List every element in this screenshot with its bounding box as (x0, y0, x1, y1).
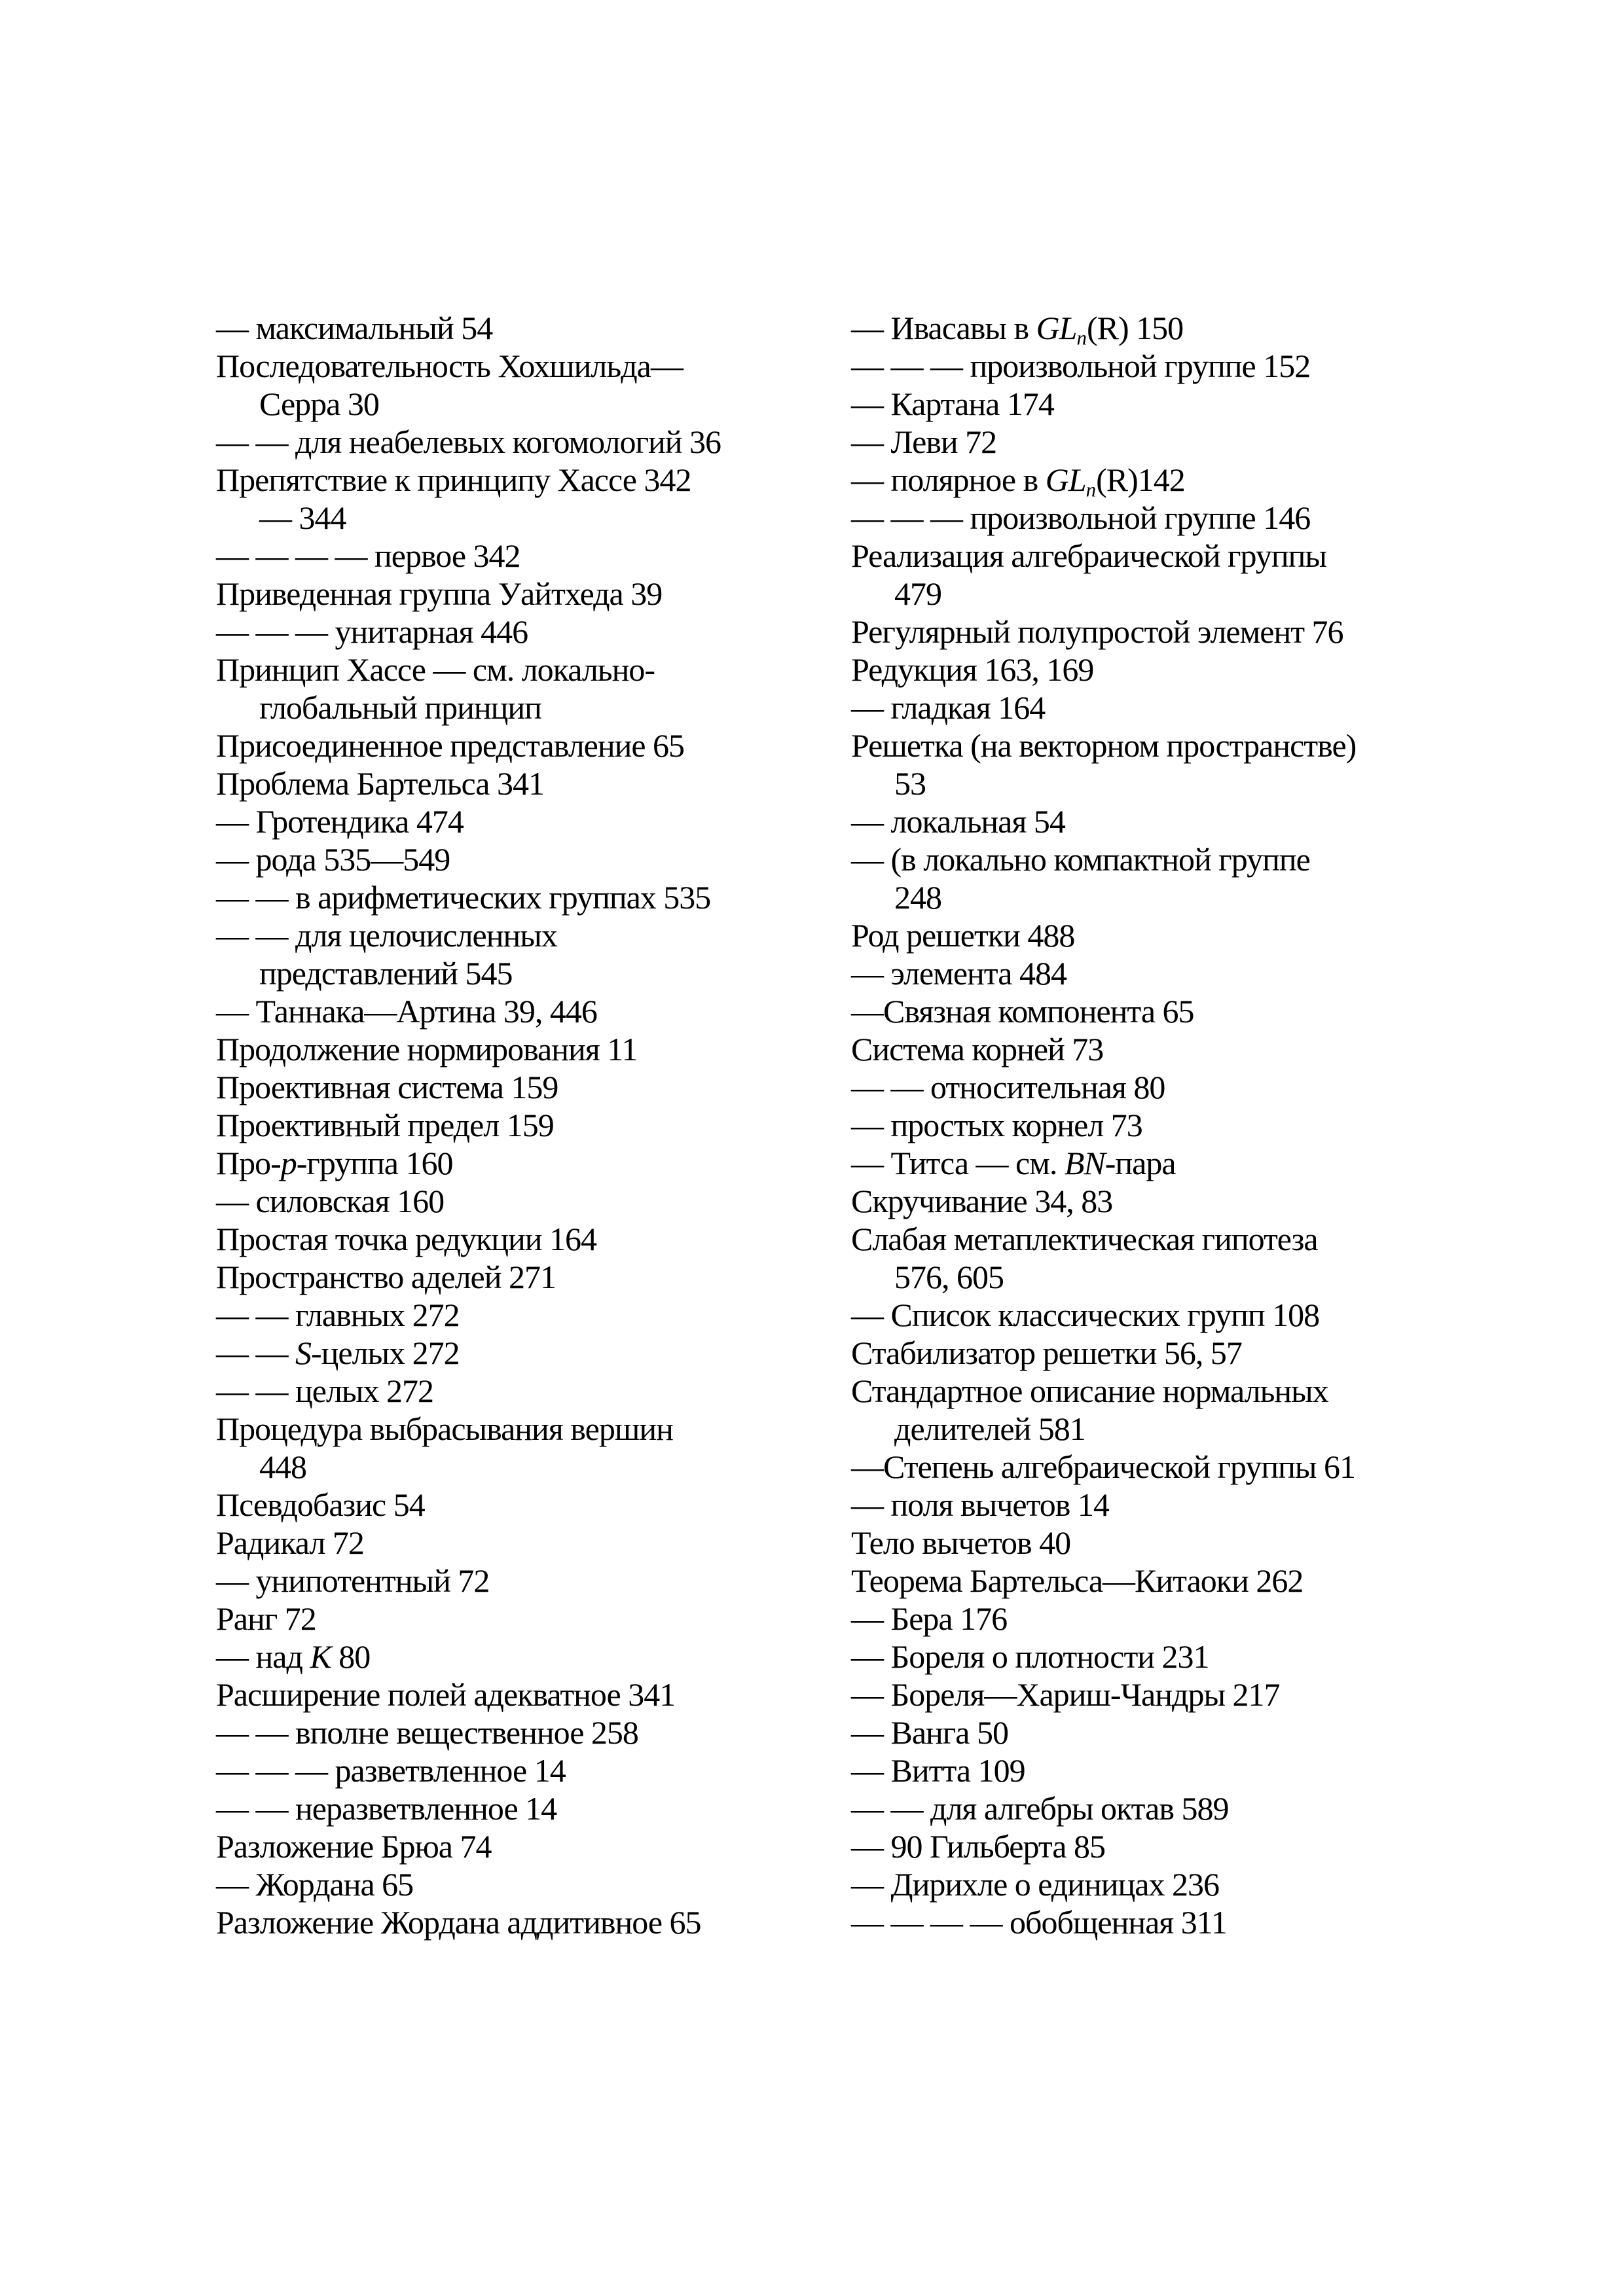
index-entry-line (851, 1258, 1512, 1296)
math-symbol: S (295, 1335, 311, 1371)
entry-text: Теорема Бартельса—Китаоки 262 (851, 1562, 1304, 1599)
index-entry-line (216, 1865, 877, 1903)
index-entry-line (851, 1789, 1512, 1827)
index-entry-line (216, 1448, 877, 1486)
entry-text: — рода 535—549 (216, 841, 450, 878)
index-entry-line (216, 537, 877, 575)
index-entry-line (216, 499, 877, 537)
entry-text: — силовская 160 (216, 1183, 445, 1219)
entry-text: — Таннака—Артина 39, 446 (216, 993, 597, 1030)
entry-text: Стандартное описание нормальных (851, 1372, 1328, 1409)
entry-text: Слабая метаплектическая гипотеза (851, 1221, 1318, 1257)
index-entry-line (216, 1410, 877, 1448)
entry-text: — — для алгебры октав 589 (851, 1790, 1229, 1827)
entry-text: — — — — первое 342 (216, 537, 520, 574)
index-entry-line (216, 1486, 877, 1524)
entry-text: — (в локально компактной группе (851, 841, 1310, 878)
entry-text: Препятствие к принципу Хассе 342 (216, 461, 691, 498)
index-entry-line (851, 689, 1512, 726)
entry-text: Стабилизатор решетки 56, 57 (851, 1335, 1242, 1371)
entry-text: Серра 30 (259, 386, 379, 422)
index-entry-line (216, 1296, 877, 1334)
entry-text: 248 (894, 879, 941, 916)
index-entry-line (216, 651, 877, 689)
entry-text: — — (216, 1335, 295, 1371)
index-entry-line (851, 309, 1512, 350)
index-entry-line (851, 1486, 1512, 1524)
index-entry-line (851, 613, 1512, 651)
entry-text: Проективный предел 159 (216, 1107, 554, 1143)
index-entry-line (851, 1068, 1512, 1106)
index-entry-line (851, 1865, 1512, 1903)
entry-text: (R)142 (1096, 461, 1185, 498)
entry-text: Расширение полей адекватное 341 (216, 1676, 676, 1713)
entry-text: -пара (1104, 1145, 1176, 1181)
index-entry-line (216, 726, 877, 764)
index-entry-line (851, 954, 1512, 992)
index-entry-line (216, 347, 877, 385)
entry-text: — Титса — см. (851, 1145, 1065, 1181)
index-entry-line (851, 1106, 1512, 1144)
index-entry-line (851, 1372, 1512, 1410)
index-entry-line (216, 1751, 877, 1789)
index-entry-line (216, 916, 877, 954)
index-entry-line (216, 1524, 877, 1562)
entry-text: представлений 545 (259, 955, 513, 992)
index-entry-line (851, 802, 1512, 840)
entry-text: — — относительная 80 (851, 1069, 1165, 1105)
index-entry-line (851, 347, 1512, 385)
index-entry-line (851, 764, 1512, 802)
entry-text: Проблема Бартельса 341 (216, 765, 544, 802)
math-symbol: n (1076, 326, 1087, 350)
index-entry-line (851, 992, 1512, 1030)
index-column-left (216, 309, 877, 1941)
entry-text: Род решетки 488 (851, 917, 1075, 954)
index-entry-line (216, 689, 877, 726)
index-entry-line (216, 1372, 877, 1410)
entry-text: — Ванга 50 (851, 1714, 1008, 1751)
index-entry-line (216, 309, 877, 347)
entry-text: Проективная система 159 (216, 1069, 558, 1105)
entry-text: — — — произвольной группе 146 (851, 499, 1311, 536)
entry-text: — над (216, 1638, 310, 1675)
entry-text: — 90 Гильберта 85 (851, 1828, 1105, 1865)
entry-text: 53 (894, 765, 926, 802)
index-entry-line (851, 1676, 1512, 1713)
entry-text: — Бореля—Хариш-Чандры 217 (851, 1676, 1280, 1713)
entry-text: Система корней 73 (851, 1031, 1104, 1067)
entry-text: — — — произвольной группе 152 (851, 348, 1311, 384)
entry-text: Продолжение нормирования 11 (216, 1031, 638, 1067)
entry-text: делителей 581 (894, 1410, 1085, 1447)
index-entry-line (851, 726, 1512, 764)
entry-text: — Бера 176 (851, 1600, 1008, 1637)
entry-text: — — вполне вещественное 258 (216, 1714, 638, 1751)
index-entry-line (851, 651, 1512, 689)
entry-text: -целых 272 (311, 1335, 460, 1371)
entry-text: Последовательность Хохшильда— (216, 348, 683, 384)
entry-text: Простая точка редукции 164 (216, 1221, 597, 1257)
entry-text: — Бореля о плотности 231 (851, 1638, 1209, 1675)
math-symbol: GL (1036, 310, 1077, 346)
math-symbol: n (1085, 478, 1097, 501)
entry-text: Разложение Жордана аддитивное 65 (216, 1904, 701, 1941)
index-entry-line (851, 1903, 1512, 1941)
index-entry-line (216, 992, 877, 1030)
index-entry-line (216, 1030, 877, 1068)
entry-text: — — — унитарная 446 (216, 613, 528, 650)
math-symbol: K (310, 1638, 331, 1675)
index-entry-line (851, 537, 1512, 575)
index-entry-line (851, 1524, 1512, 1562)
entry-text: Тело вычетов 40 (851, 1524, 1071, 1561)
entry-text: Ранг 72 (216, 1600, 316, 1637)
entry-text: — полярное в (851, 461, 1046, 498)
entry-text: — Дирихле о единицах 236 (851, 1866, 1219, 1903)
entry-text: — — для целочисленных (216, 917, 557, 954)
index-entry-line (851, 1600, 1512, 1638)
entry-text: — Жордана 65 (216, 1866, 414, 1903)
index-entry-line (216, 1144, 877, 1182)
entry-text: — элемента 484 (851, 955, 1067, 992)
index-entry-line (216, 840, 877, 878)
index-entry-line (851, 499, 1512, 537)
entry-text: Реализация алгебраической группы (851, 537, 1327, 574)
index-entry-line (851, 840, 1512, 878)
entry-text: — — для неабелевых когомологий 36 (216, 423, 721, 460)
entry-text: — — — разветвленное 14 (216, 1752, 566, 1789)
entry-text: Процедура выбрасывания вершин (216, 1410, 673, 1447)
index-entry-line (216, 1068, 877, 1106)
index-entry-line (216, 1600, 877, 1638)
index-entry-line (851, 1144, 1512, 1182)
entry-text: Решетка (на векторном пространстве) (851, 727, 1357, 764)
index-entry-line (851, 385, 1512, 423)
index-entry-line (851, 1182, 1512, 1220)
index-entry-line (216, 613, 877, 651)
entry-text: — унипотентный 72 (216, 1562, 490, 1599)
entry-text: Псевдобазис 54 (216, 1486, 425, 1523)
entry-text: глобальный принцип (259, 689, 541, 726)
index-entry-line (851, 1638, 1512, 1676)
index-entry-line (216, 1106, 877, 1144)
entry-text: — поля вычетов 14 (851, 1486, 1109, 1523)
entry-text: — — неразветвленное 14 (216, 1790, 557, 1827)
entry-text: 80 (331, 1638, 371, 1675)
entry-text: 479 (894, 575, 941, 612)
index-entry-line (851, 1296, 1512, 1334)
index-entry-line (216, 1334, 877, 1372)
entry-text: — Список классических групп 108 (851, 1297, 1320, 1333)
index-entry-line (216, 954, 877, 992)
entry-text: Радикал 72 (216, 1524, 364, 1561)
entry-text: 576, 605 (894, 1259, 1004, 1295)
index-entry-line (216, 1827, 877, 1865)
math-symbol: BN (1064, 1145, 1105, 1181)
entry-text: — Витта 109 (851, 1752, 1025, 1789)
index-entry-line (851, 916, 1512, 954)
entry-text: Присоединенное представление 65 (216, 727, 685, 764)
index-entry-line (216, 575, 877, 613)
index-entry-line (216, 878, 877, 916)
index-entry-line (851, 1562, 1512, 1600)
index-entry-line (851, 1751, 1512, 1789)
index-entry-line (851, 461, 1512, 499)
index-entry-line (216, 1789, 877, 1827)
entry-text: Принцип Хассе — см. локально- (216, 651, 655, 688)
entry-text: — 344 (259, 499, 346, 536)
index-entry-line (216, 461, 877, 499)
entry-text: -группа 160 (296, 1145, 453, 1181)
index-entry-line (216, 1713, 877, 1751)
index-entry-line (216, 1562, 877, 1600)
index-entry-line (851, 575, 1512, 613)
entry-text: — — в арифметических группах 535 (216, 879, 711, 916)
index-entry-line (851, 1448, 1512, 1486)
index-entry-line (851, 1334, 1512, 1372)
index-entry-line (216, 1258, 877, 1296)
entry-text: —Степень алгебраической группы 61 (851, 1448, 1356, 1485)
entry-text: (R) 150 (1086, 310, 1184, 346)
index-entry-line (851, 1827, 1512, 1865)
index-entry-line (216, 1903, 877, 1941)
entry-text: Про- (216, 1145, 281, 1181)
entry-text: 448 (259, 1448, 306, 1485)
entry-text: — Гротендика 474 (216, 803, 464, 840)
entry-text: Приведенная группа Уайтхеда 39 (216, 575, 663, 612)
index-entry-line (216, 802, 877, 840)
entry-text: — локальная 54 (851, 803, 1065, 840)
index-entry-line (216, 385, 877, 423)
entry-text: — — — — обобщенная 311 (851, 1904, 1227, 1941)
entry-text: — — целых 272 (216, 1372, 433, 1409)
entry-text: — гладкая 164 (851, 689, 1046, 726)
entry-text: Пространство аделей 271 (216, 1259, 556, 1295)
index-entry-line (216, 1676, 877, 1713)
index-entry-line (216, 1220, 877, 1258)
entry-text: — максимальный 54 (216, 310, 493, 346)
entry-text: Разложение Брюа 74 (216, 1828, 492, 1865)
math-symbol: GL (1045, 461, 1086, 498)
index-entry-line (851, 1030, 1512, 1068)
index-entry-line (851, 1220, 1512, 1258)
entry-text: —Связная компонента 65 (851, 993, 1194, 1030)
index-entry-line (216, 764, 877, 802)
entry-text: — Ивасавы в (851, 310, 1036, 346)
entry-text: — — главных 272 (216, 1297, 460, 1333)
entry-text: Редукция 163, 169 (851, 651, 1094, 688)
index-entry-line (851, 1713, 1512, 1751)
index-entry-line (216, 1182, 877, 1220)
entry-text: — Картана 174 (851, 386, 1054, 422)
index-entry-line (851, 1410, 1512, 1448)
entry-text: Регулярный полупростой элемент 76 (851, 613, 1343, 650)
index-column-right (851, 309, 1512, 1941)
index-entry-line (851, 423, 1512, 461)
index-entry-line (216, 423, 877, 461)
entry-text: — простых корнел 73 (851, 1107, 1142, 1143)
index-entry-line (851, 878, 1512, 916)
math-symbol: p (280, 1145, 297, 1181)
entry-text: Скручивание 34, 83 (851, 1183, 1113, 1219)
index-entry-line (216, 1638, 877, 1676)
entry-text: — Леви 72 (851, 423, 997, 460)
